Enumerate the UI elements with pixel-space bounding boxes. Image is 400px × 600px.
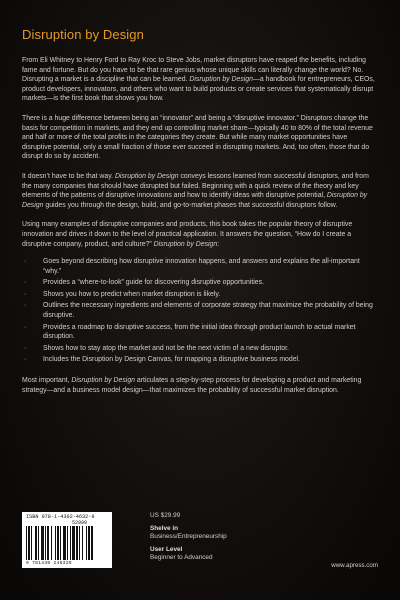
lessons-text-mid: conveys lessons learned from successful disruptors, and from the many companies that should have disrupted but failed. Beginning with a quick review of the theory and key elements of the patterns of disruptive innovations and how to identify ideas with disruptive potential, (22, 172, 369, 200)
shelve-category: Business/Entrepreneurship (150, 533, 227, 540)
conclusion-book-ref: Disruption by Design (71, 377, 135, 385)
user-level-label: User Level (150, 545, 183, 553)
examples-colon: : (217, 240, 220, 248)
publisher-website: www.apress.com (331, 562, 378, 569)
conclusion-text-end: articulates a step-by-step process for developing a product and marketing strategy—and a business model design—that maximizes the probability of successful market disruption. (22, 377, 362, 394)
paragraph-lessons (22, 172, 378, 210)
description (22, 56, 378, 405)
lessons-book-ref-2: Disruption by Design (22, 192, 368, 209)
list-item: · Includes the Disruption by Design Canvas, for mapping a disruptive business model. (22, 355, 378, 365)
list-item: · Provides a roadmap to disruptive success, from the initial idea through product launch to actual market disruption. (22, 323, 378, 342)
paragraph-intro (22, 56, 378, 104)
isbn-number: ISBN 978-1-4302-4632-9 (26, 514, 95, 520)
feature-list (22, 257, 378, 365)
isbn-barcode (22, 512, 112, 568)
retail-info (150, 512, 227, 563)
list-item: · Shows how to stay atop the market and not be the next victim of a new disruptor. (22, 344, 378, 354)
intro-text: From Eli Whitney to Henry Ford to Ray Kroc to Steve Jobs, market disruptors have reaped the benefits, including fame and fortune. But do you have to be that rare genius whose unique skills can literally change the world? No. Disrupting a market is a discipline that can be learned. (22, 57, 366, 84)
list-item: · Goes beyond describing how disruptive innovation happens, and answers and explains the all-important “why.” (22, 257, 378, 276)
book-title: Disruption by Design (22, 27, 144, 42)
price-code: 52999 (72, 520, 88, 526)
list-item: · Outlines the necessary ingredients and elements of corporate strategy that maximize the probability of being disruptive. (22, 301, 378, 320)
conclusion-text: Most important, (22, 377, 72, 385)
list-item: · Shows you how to predict when market disruption is likely. (22, 290, 378, 300)
paragraph-conclusion (22, 376, 378, 395)
examples-book-ref: Disruption by Design (153, 240, 218, 248)
intro-text-end: —a handbook for entrepreneurs, CEOs, product developers, innovators, and others who want to build products or create services that systematically disrupt markets—is the first book that shows you how. (22, 76, 375, 103)
lessons-book-ref: Disruption by Design (114, 172, 179, 180)
barcode-bars (26, 526, 108, 560)
intro-book-ref: Disruption by Design (189, 76, 253, 84)
examples-text: Using many examples of disruptive companies and products, this book takes the popular theory of disruptive innovation and drives it down to the level of practical application. It answers the question, “How do I create a disruptive company, product, and culture?” (22, 221, 353, 248)
barcode-digits: 9 781430 246329 (26, 561, 72, 566)
lessons-text-end: guides you through the design, build, and go-to-market phases that successful disruptors follow. (43, 201, 338, 209)
paragraph-examples (22, 220, 378, 249)
list-item: · Provides a “where-to-look” guide for discovering disruptive opportunities. (22, 278, 378, 288)
paragraph-innovator: There is a huge difference between being an “innovator” and being a “disruptive innovator.” Disruptors change the basis for competition in markets, and they end up controlling market share—typically 40 to 80% of the total revenue and half or more of the total profits in the categories they create. But while many market opportunities have disruptive potential, only a small fraction of those ever succeed in disrupting markets. And, too often, those that do disrupt do so by accident. (22, 114, 373, 161)
shelve-label: Shelve in (150, 524, 179, 532)
lessons-text: It doesn’t have to be that way. (22, 172, 115, 180)
user-level-value: Beginner to Advanced (150, 554, 213, 561)
price: US $29.99 (150, 512, 181, 519)
